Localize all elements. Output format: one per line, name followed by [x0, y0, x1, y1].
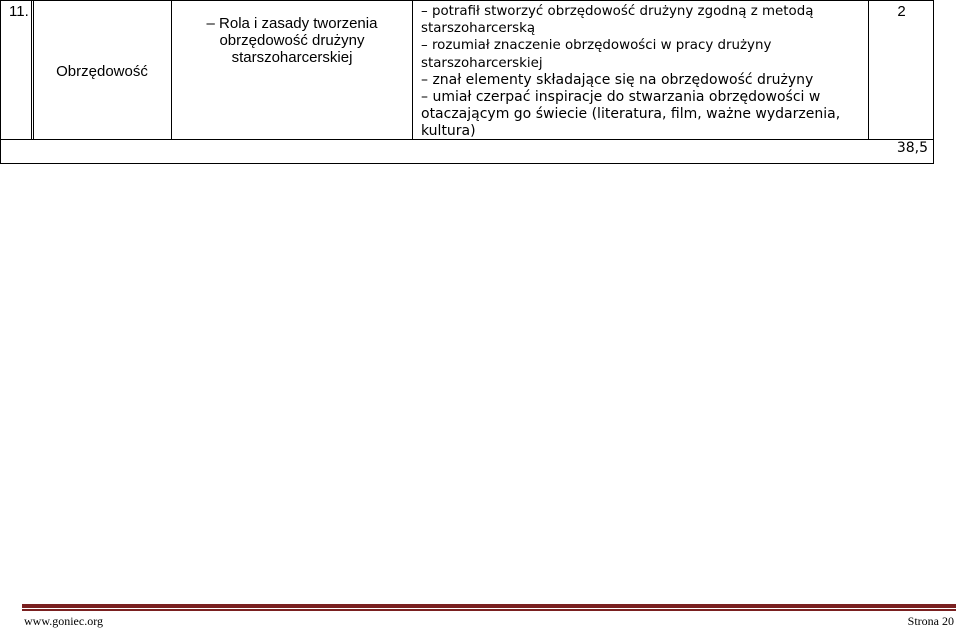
skill-line: – znał elementy składające się na obrzędowość drużyny — [421, 71, 814, 88]
row-number: 11. — [9, 3, 29, 20]
table-border-right — [933, 0, 934, 164]
skill-line: – potrafił stworzyć obrzędowość drużyny zgodną z metodą — [421, 4, 814, 19]
skills-cell — [421, 3, 840, 141]
hours-cell: 2 — [897, 3, 906, 20]
col-divider-3 — [412, 0, 413, 139]
footer-rule-thick — [22, 604, 956, 608]
skill-line: otaczającym go świecie (literatura, film, ważne wydarzenia, — [421, 106, 841, 123]
skill-line: starszoharcerską — [421, 21, 536, 37]
footer-rule-thin — [22, 609, 956, 611]
skill-line: – rozumiał znaczenie obrzędowości w pracy drużyny — [421, 38, 772, 54]
content-cell — [176, 15, 408, 66]
content-line: – Rola i zasady tworzenia — [206, 15, 378, 32]
skill-line: starszoharcerskiej — [421, 55, 543, 71]
table-border-left — [0, 0, 1, 164]
col-divider-2 — [171, 0, 172, 139]
col-divider-1 — [31, 0, 32, 139]
skill-line: – umiał czerpać inspiracje do stwarzania obrzędowości w — [421, 89, 821, 106]
table-border-bottom — [0, 163, 934, 164]
footer-website: www.goniec.org — [24, 614, 103, 628]
content-line: obrzędowość drużyny — [219, 32, 365, 49]
skill-line: kultura) — [421, 123, 476, 140]
table-border-top — [0, 0, 934, 1]
content-line: starszoharcerskiej — [231, 49, 353, 66]
topic-cell: Obrzędowość — [56, 63, 148, 80]
col-divider-1b — [33, 0, 34, 139]
total-value: 38,5 — [896, 140, 928, 156]
footer-page-number: Strona 20 — [907, 614, 954, 628]
col-divider-4 — [868, 0, 869, 139]
